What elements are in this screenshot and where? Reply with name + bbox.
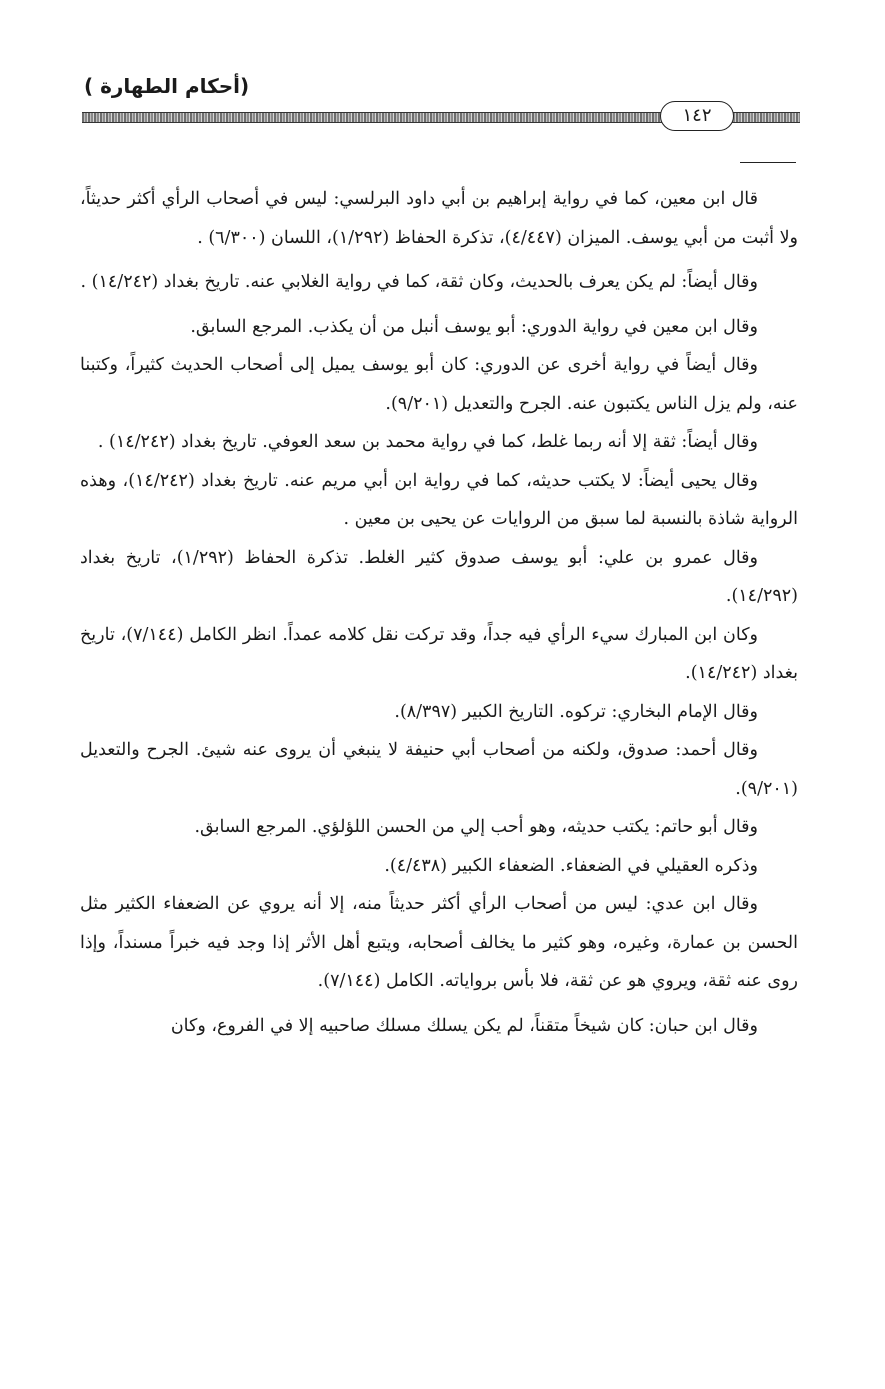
paragraph: وقال الإمام البخاري: تركوه. التاريخ الكبير (٨/٣٩٧). xyxy=(394,701,758,722)
paragraph: قال ابن معين، كما في رواية إبراهيم بن أبي داود البرلسي: ليس في أصحاب الرأي أكثر حديثاً، ولا أثبت من أبي يوسف. الميزان (٤/٤٤٧)، تذكرة الحفاظ (١/٢٩٢)، اللسان (٦/٣٠٠) . xyxy=(80,189,798,248)
paragraph: وقال أيضاً في رواية أخرى عن الدوري: كان أبو يوسف يميل إلى أصحاب الحديث كثيراً، وكتبنا عنه، ولم يزل الناس يكتبون عنه. الجرح والتعديل (٩/٢٠١). xyxy=(80,355,798,414)
page-number: ١٤٢ xyxy=(660,101,734,131)
paragraph: وقال أبو حاتم: يكتب حديثه، وهو أحب إلي من الحسن اللؤلؤي. المرجع السابق. xyxy=(194,817,758,837)
running-title: (أحكام الطهارة ) xyxy=(84,74,250,98)
paragraph: وقال ابن معين في رواية الدوري: أبو يوسف أنبل من أن يكذب. المرجع السابق. xyxy=(190,316,758,337)
paragraph: وقال ابن حبان: كان شيخاً متقناً، لم يكن يسلك مسلك صاحبيه إلا في الفروع، وكان xyxy=(170,1015,758,1036)
footnote-rule xyxy=(740,162,796,163)
paragraph: وقال أحمد: صدوق، ولكنه من أصحاب أبي حنيفة لا ينبغي أن يروى عنه شيئ. الجرح والتعديل (٩/٢٠١). xyxy=(80,740,798,799)
paragraph: وقال ابن عدي: ليس من أصحاب الرأي أكثر حديثاً منه، إلا أنه يروي عن الضعفاء الكثير مثل الحسن بن عمارة، وغيره، وهو كثير ما يخالف أصحابه، ويتبع أهل الأثر إذا وجد فيه خبراً مسنداً، وإذا روى عنه ثقة، ويروي هو عن ثقة، فلا بأس برواياته. الكامل (٧/١٤٤). xyxy=(80,894,798,991)
paragraph: وقال أيضاً: لم يكن يعرف بالحديث، وكان ثقة، كما في رواية الغلابي عنه. تاريخ بغداد (١٤/٢٤٢) . xyxy=(80,272,758,292)
paragraph: وقال عمرو بن علي: أبو يوسف صدوق كثير الغلط. تذكرة الحفاظ (١/٢٩٢)، تاريخ بغداد (١٤/٢٩٢). xyxy=(80,547,798,606)
body-text xyxy=(80,180,798,1045)
paragraph: وذكره العقيلي في الضعفاء. الضعفاء الكبير (٤/٤٣٨). xyxy=(384,855,758,876)
paragraph: وقال أيضاً: ثقة إلا أنه ربما غلط، كما في رواية محمد بن سعد العوفي. تاريخ بغداد (١٤/٢٤٢) . xyxy=(97,432,758,452)
paragraph: وقال يحيى أيضاً: لا يكتب حديثه، كما في رواية ابن أبي مريم عنه. تاريخ بغداد (١٤/٢٤٢)، وهذه الرواية شاذة بالنسبة لما سبق من الروايات عن يحيى بن معين . xyxy=(80,470,798,529)
paragraph: وكان ابن المبارك سيء الرأي فيه جداً، وقد تركت نقل كلامه عمداً. انظر الكامل (٧/١٤٤)، تاريخ بغداد (١٤/٢٤٢). xyxy=(80,624,798,683)
